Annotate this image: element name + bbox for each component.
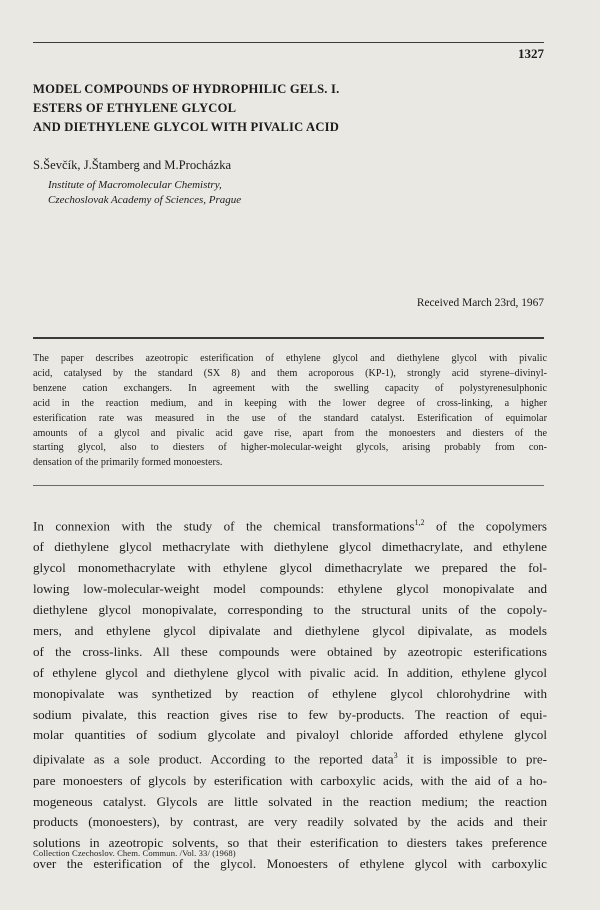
title-line: MODEL COMPOUNDS OF HYDROPHILIC GELS. I. <box>33 82 340 96</box>
body-line <box>33 746 547 770</box>
body-line: over the esterification of the glycol. Monoesters of ethylene glycol with carboxylic <box>33 856 547 872</box>
body-line: of the cross-links. All these compounds were obtained by azeotropic esterifications <box>33 643 547 659</box>
citation-superscript: 3 <box>393 751 398 761</box>
received-date: Received March 23rd, 1967 <box>416 297 544 309</box>
abstract-line: amounts of a glycol and pivalic acid gave rise, apart from the monoesters and diesters of the <box>33 427 547 439</box>
body-line: pare monoesters of glycols by esterification with carboxylic acids, with the aid of a ho- <box>33 772 547 788</box>
body-line: molar quantities of sodium glycolate and pivaloyl chloride afforded ethylene glycol <box>33 727 547 743</box>
title-line: ESTERS OF ETHYLENE GLYCOL <box>33 101 237 115</box>
abstract-line: The paper describes azeotropic esterification of ethylene glycol and diethylene glycol with pivalic <box>33 353 547 364</box>
abstract-line: acid, catalysed by the standard (SX 8) and them acroporous (KP-1), strongly acid styrene–divinyl- <box>33 367 547 379</box>
body-line: mers, and ethylene glycol dipivalate and diethylene glycol dipivalate, as models <box>33 622 547 638</box>
abstract-line: starting glycol, also to diesters of higher-molecular-weight glycols, arising probably from con- <box>33 442 547 454</box>
abstract <box>33 352 547 471</box>
author-list: S.Ševčík, J.Štamberg and M.Procházka <box>33 158 232 172</box>
affiliation-line: Institute of Macromolecular Chemistry, <box>48 179 222 191</box>
body-line: sodium pivalate, this reaction gives rise to few by-products. The reaction of equi- <box>33 706 547 722</box>
abstract-line: benzene cation exchangers. In agreement with the swelling capacity of polystyrenesulphonic <box>33 382 547 394</box>
title-line: AND DIETHYLENE GLYCOL WITH PIVALIC ACID <box>33 120 340 134</box>
body-text-span: In connexion with the study of the chemical transformations <box>33 518 415 534</box>
body-line: of ethylene glycol and diethylene glycol with pivalic acid. In addition, ethylene glycol <box>33 664 547 680</box>
page-number: 1327 <box>518 46 544 61</box>
article-title <box>33 80 553 137</box>
body-text-span: dipivalate as a sole product. According to the reported data <box>33 751 394 767</box>
body-line: of diethylene glycol methacrylate with diethylene glycol dimethacrylate, and ethylene <box>33 539 547 555</box>
abstract-line: esterification rate was measured in the use of the standard catalyst. Esterification of equimolar <box>33 412 547 424</box>
abstract-top-rule <box>33 337 544 339</box>
abstract-line: acid in the reaction medium, and in keeping with the lower degree of cross-linking, a higher <box>33 397 547 409</box>
body-line: glycol monomethacrylate with ethylene glycol dimethacrylate we prepared the fol- <box>33 560 547 576</box>
body-line: monopivalate was synthetized by reaction of ethylene glycol chlorohydrine with <box>33 685 547 701</box>
journal-footer: Collection Czechoslov. Chem. Commun. /Vol. 33/ (1968) <box>33 848 236 858</box>
body-text <box>33 513 547 875</box>
body-line: products (monoesters), by contrast, are very readily solvated by the acids and their <box>33 814 547 830</box>
body-line: lowing low-molecular-weight model compounds: ethylene glycol monopivalate and <box>33 581 547 597</box>
header-rule <box>33 42 544 43</box>
affiliation-line: Czechoslovak Academy of Sciences, Prague <box>48 194 242 206</box>
body-text-span: it is impossible to pre- <box>397 751 547 767</box>
body-line: mogeneous catalyst. Glycols are little solvated in the reaction medium; the reaction <box>33 793 547 809</box>
affiliation <box>48 178 241 208</box>
abstract-bottom-rule <box>33 485 544 486</box>
body-line: solutions in azeotropic solvents, so that their esterification to diesters takes preference <box>33 835 547 851</box>
citation-superscript: 1,2 <box>414 518 425 527</box>
body-text-span: of the copolymers <box>424 518 547 534</box>
body-line: diethylene glycol monopivalate, corresponding to the structural units of the copoly- <box>33 601 547 617</box>
abstract-line: densation of the primarily formed monoesters. <box>33 457 223 469</box>
body-line <box>33 513 547 537</box>
